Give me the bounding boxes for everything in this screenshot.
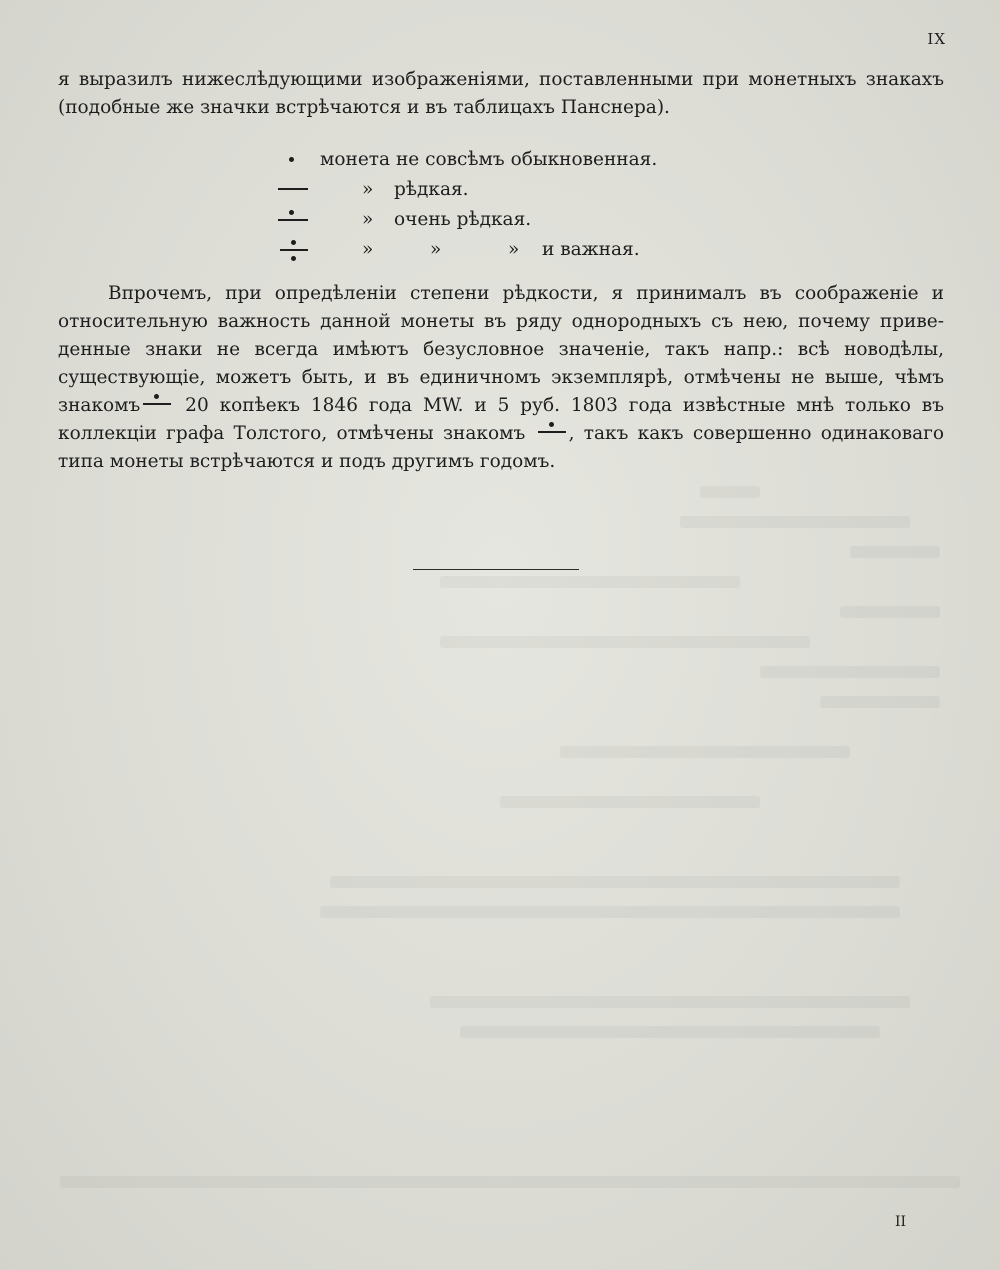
- ditto-mark: »: [362, 209, 374, 230]
- dot-over-bar-symbol-icon: [276, 205, 312, 235]
- body-line: [58, 420, 944, 448]
- page-number-bottom: II: [894, 1214, 906, 1230]
- bar-symbol-icon: [276, 175, 312, 205]
- intro-line: (подобные же значки встрѣчаются и въ таблицахъ Панснера).: [58, 97, 670, 118]
- body-text: 20 копѣекъ 1846 года MW. и 5 руб. 1803 года извѣстные мнѣ только въ: [185, 395, 944, 416]
- dot-over-bar-symbol-icon: [535, 421, 569, 441]
- body-line: Впрочемъ, при опредѣленіи степени рѣдкости, я принималъ въ соображеніе и: [108, 283, 944, 304]
- legend-text: и важная.: [542, 239, 640, 260]
- ditto-mark: »: [508, 239, 520, 260]
- intro-paragraph: [58, 66, 944, 122]
- legend-text: монета не совсѣмъ обыкновенная.: [320, 149, 658, 170]
- division-symbol-icon: [276, 235, 312, 265]
- dot-symbol-icon: [276, 145, 312, 175]
- intro-line: я выразилъ нижеслѣдующими изображеніями, поставленными при монетныхъ знакахъ: [58, 69, 944, 90]
- body-line: типа монеты встрѣчаются и подъ другимъ годомъ.: [58, 451, 556, 472]
- ditto-mark: »: [362, 239, 374, 260]
- ditto-mark: »: [430, 239, 442, 260]
- body-line: существующіе, можетъ быть, и въ единичномъ экземплярѣ, отмѣчены не выше, чѣмъ: [58, 367, 944, 388]
- ditto-mark: »: [362, 179, 374, 200]
- body-paragraph: [58, 280, 944, 476]
- section-divider: [413, 569, 579, 570]
- legend-text: рѣдкая.: [394, 179, 469, 200]
- body-line: относительную важность данной монеты въ ряду однородныхъ съ нею, почему приве-: [58, 311, 944, 332]
- dot-over-bar-symbol-icon: [140, 393, 174, 413]
- page-number-top: IX: [927, 30, 946, 48]
- body-text: знакомъ: [58, 395, 141, 416]
- body-text: , такъ какъ совершенно одинаковаго: [568, 423, 944, 444]
- body-line: [58, 392, 944, 420]
- body-line: денные знаки не всегда имѣютъ безусловное значеніе, такъ напр.: всѣ новодѣлы,: [58, 339, 944, 360]
- legend-text: очень рѣдкая.: [394, 209, 532, 230]
- body-text: коллекціи графа Толстого, отмѣчены знакомъ: [58, 423, 526, 444]
